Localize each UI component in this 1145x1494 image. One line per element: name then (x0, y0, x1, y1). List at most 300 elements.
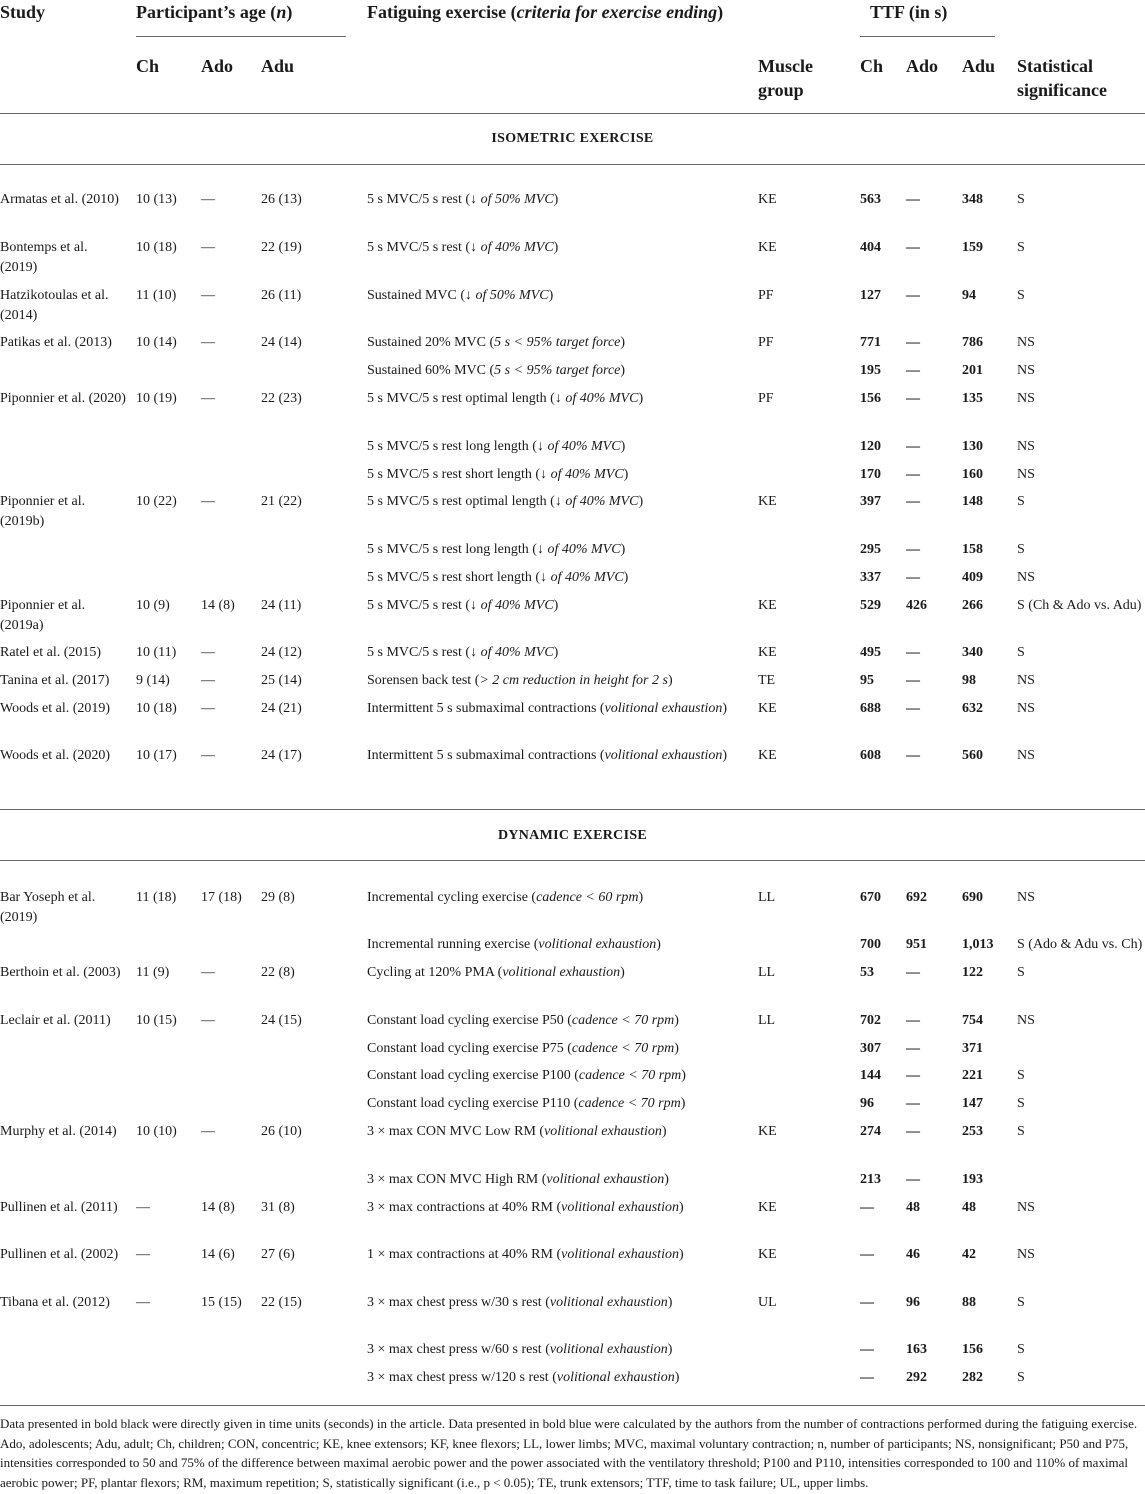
cell-age-ado: — (201, 701, 215, 716)
cell-age-adu: 22 (23) (261, 391, 302, 406)
cell-ttf-ch: 563 (860, 192, 881, 207)
exercise-close: ) (553, 645, 559, 660)
cell-ttf-adu: 221 (962, 1068, 983, 1083)
cell-age-adu: 26 (10) (261, 1124, 302, 1139)
cell-ttf-adu: 98 (962, 673, 976, 688)
cell-ttf-ado: — (906, 1013, 920, 1028)
header-ado: Ado (201, 56, 234, 76)
cell-ttf-ch: 170 (860, 467, 881, 482)
exercise-criteria: ↓ of 40% MVC (536, 542, 621, 557)
cell-study: Armatas et al. (2010) (0, 192, 119, 207)
cell-age-adu: 25 (14) (261, 673, 302, 688)
cell-ttf-ch: 120 (860, 439, 881, 454)
cell-age-ado: — (201, 391, 215, 406)
exercise-criteria: ↓ of 40% MVC (536, 439, 621, 454)
exercise-criteria: ↓ of 40% MVC (470, 645, 554, 660)
exercise-close: ) (620, 542, 626, 557)
cell-exercise (367, 1011, 752, 1031)
cell-significance: NS (1017, 439, 1035, 454)
cell-ttf-ado: 163 (906, 1342, 927, 1357)
cell-significance: S (1017, 192, 1025, 207)
cell-age-ado: — (201, 240, 215, 255)
cell-ttf-adu: 786 (962, 335, 983, 350)
cell-muscle-group: TE (758, 673, 776, 688)
cell-age-ch: 11 (10) (136, 288, 177, 303)
exercise-text: Sustained 20% MVC ( (367, 335, 495, 350)
cell-significance: NS (1017, 890, 1035, 905)
cell-ttf-adu: 340 (962, 645, 983, 660)
exercise-criteria: ↓ of 40% MVC (540, 467, 624, 482)
cell-age-ado: — (201, 965, 215, 980)
cell-ttf-ch: — (860, 1342, 874, 1357)
cell-age-ch: 9 (14) (136, 673, 170, 688)
cell-ttf-ch: 608 (860, 748, 881, 763)
cell-ttf-ado: — (906, 335, 920, 350)
cell-exercise (367, 1340, 752, 1360)
cell-ttf-adu: 253 (962, 1124, 983, 1139)
cell-exercise (367, 1170, 752, 1190)
cell-exercise (367, 699, 752, 719)
cell-ttf-ch: 670 (860, 890, 881, 905)
cell-ttf-ado: 96 (906, 1295, 920, 1310)
cell-significance: S (Ado & Adu vs. Ch) (1017, 937, 1143, 952)
cell-age-adu: 24 (14) (261, 335, 302, 350)
cell-age-ch: — (136, 1200, 150, 1215)
cell-study: Piponnier et al. (2020) (0, 391, 126, 406)
cell-significance: NS (1017, 467, 1035, 482)
cell-age-adu: 21 (22) (261, 494, 302, 509)
cell-exercise (367, 361, 752, 381)
cell-ttf-ch: 495 (860, 645, 881, 660)
cell-significance: NS (1017, 335, 1035, 350)
exercise-criteria: volitional exhaustion (561, 1200, 679, 1215)
cell-muscle-group: PF (758, 391, 774, 406)
header-exercise-criteria: criteria for exercise ending (516, 2, 718, 22)
cell-age-ado: 14 (8) (201, 598, 235, 613)
cell-ttf-ch: 700 (860, 937, 881, 952)
cell-ttf-ch: 529 (860, 598, 881, 613)
header-study: Study (0, 2, 46, 22)
exercise-criteria: ↓ of 50% MVC (470, 192, 554, 207)
cell-exercise (367, 286, 752, 306)
dynamic-section-top-rule (0, 809, 1145, 810)
cell-ttf-adu: 690 (962, 890, 983, 905)
cell-age-ch: 10 (13) (136, 192, 177, 207)
cell-significance: NS (1017, 701, 1035, 716)
cell-age-ch: 10 (9) (136, 598, 170, 613)
cell-ttf-adu: 193 (962, 1172, 983, 1187)
cell-ttf-ado: 292 (906, 1370, 927, 1385)
cell-age-ado: 14 (6) (201, 1247, 235, 1262)
cell-age-adu: 22 (15) (261, 1295, 302, 1310)
cell-age-ado: 17 (18) (201, 890, 242, 905)
exercise-close: ) (638, 391, 644, 406)
cell-ttf-ch: 307 (860, 1041, 881, 1056)
exercise-criteria: ↓ of 40% MVC (554, 391, 639, 406)
cell-ttf-ado: — (906, 240, 920, 255)
exercise-text: 3 × max CON MVC High RM ( (367, 1172, 547, 1187)
exercise-text: Incremental cycling exercise ( (367, 890, 537, 905)
cell-age-ado: — (201, 335, 215, 350)
cell-significance: NS (1017, 673, 1035, 688)
exercise-close: ) (667, 1342, 673, 1357)
cell-age-adu: 26 (11) (261, 288, 302, 303)
cell-exercise (367, 963, 752, 983)
cell-exercise (367, 1368, 752, 1388)
section-dynamic: DYNAMIC EXERCISE (497, 828, 648, 843)
cell-significance: NS (1017, 570, 1035, 585)
cell-ttf-ado: — (906, 467, 920, 482)
cell-ttf-ado: — (906, 363, 920, 378)
cell-age-adu: 22 (8) (261, 965, 295, 980)
cell-ttf-ch: 156 (860, 391, 881, 406)
exercise-criteria: volitional exhaustion (561, 1247, 679, 1262)
cell-significance: S (1017, 1370, 1025, 1385)
cell-ttf-ado: — (906, 645, 920, 660)
cell-ttf-ado: — (906, 965, 920, 980)
cell-ttf-adu: 147 (962, 1096, 983, 1111)
exercise-criteria: 5 s < 95% target force (494, 363, 621, 378)
cell-ttf-adu: 130 (962, 439, 983, 454)
cell-ttf-ch: 213 (860, 1172, 881, 1187)
cell-ttf-adu: 348 (962, 192, 983, 207)
exercise-text: 5 s MVC/5 s rest long length ( (367, 542, 537, 557)
cell-ttf-ado: — (906, 1096, 920, 1111)
exercise-text: 5 s MVC/5 s rest short length ( (367, 467, 541, 482)
exercise-close: ) (664, 1172, 669, 1187)
cell-age-ch: 10 (15) (136, 1013, 177, 1028)
cell-muscle-group: KE (758, 240, 777, 255)
cell-age-ado: — (201, 673, 215, 688)
cell-ttf-ado: 48 (906, 1200, 920, 1215)
cell-age-ch: 10 (18) (136, 701, 177, 716)
section-isometric: ISOMETRIC EXERCISE (491, 131, 654, 146)
cell-muscle-group: KE (758, 598, 777, 613)
exercise-close: ) (623, 570, 629, 585)
exercise-criteria: cadence < 70 rpm (571, 1013, 675, 1028)
exercise-text: Intermittent 5 s submaximal contractions ( (367, 701, 605, 716)
exercise-close: ) (667, 1295, 673, 1310)
cell-significance: NS (1017, 1013, 1035, 1028)
cell-age-ch: 10 (17) (136, 748, 177, 763)
cell-study: Bar Yoseph et al. (2019) (0, 890, 96, 925)
cell-age-ch: 10 (14) (136, 335, 177, 350)
header-ch: Ch (136, 56, 160, 76)
cell-ttf-ado: — (906, 748, 920, 763)
cell-ttf-ado: — (906, 192, 920, 207)
exercise-text: Constant load cycling exercise P75 ( (367, 1041, 572, 1056)
cell-muscle-group: KE (758, 748, 777, 763)
cell-muscle-group: LL (758, 965, 776, 980)
exercise-criteria: volitional exhaustion (549, 1295, 668, 1310)
cell-age-ado: — (201, 494, 215, 509)
cell-ttf-ado: — (906, 288, 920, 303)
cell-ttf-ado: 692 (906, 890, 927, 905)
cell-ttf-ado: — (906, 673, 920, 688)
cell-study: Bontemps et al. (2019) (0, 240, 88, 275)
cell-muscle-group: PF (758, 288, 774, 303)
cell-age-adu: 24 (15) (261, 1013, 302, 1028)
exercise-criteria: cadence < 60 rpm (536, 890, 639, 905)
cell-age-ch: 11 (9) (136, 965, 170, 980)
cell-muscle-group: KE (758, 192, 777, 207)
cell-ttf-adu: 632 (962, 701, 983, 716)
cell-age-ch: 11 (18) (136, 890, 177, 905)
cell-ttf-adu: 158 (962, 542, 983, 557)
cell-ttf-adu: 122 (962, 965, 983, 980)
cell-study: Pullinen et al. (2011) (0, 1200, 118, 1215)
cell-significance: NS (1017, 1247, 1035, 1262)
cell-muscle-group: LL (758, 890, 776, 905)
header-age-text: Participant’s age ( (136, 2, 277, 22)
exercise-text: Sorensen back test ( (367, 673, 480, 688)
cell-exercise (367, 935, 752, 955)
cell-ttf-adu: 160 (962, 467, 983, 482)
cell-ttf-ch: — (860, 1247, 874, 1262)
exercise-close: ) (623, 467, 629, 482)
cell-ttf-ch: 702 (860, 1013, 881, 1028)
cell-ttf-ch: — (860, 1200, 874, 1215)
exercise-criteria: ↓ of 40% MVC (540, 570, 624, 585)
cell-ttf-ado: — (906, 1124, 920, 1139)
cell-ttf-ch: 127 (860, 288, 881, 303)
cell-ttf-ado: — (906, 494, 920, 509)
exercise-text: 5 s MVC/5 s rest ( (367, 598, 471, 613)
header-ttf-ado: Ado (906, 56, 939, 76)
cell-ttf-ch: 688 (860, 701, 881, 716)
exercise-close: ) (553, 240, 559, 255)
exercise-close: ) (678, 1247, 684, 1262)
header-age-underline (136, 36, 346, 37)
cell-exercise (367, 465, 752, 485)
cell-exercise (367, 596, 752, 616)
exercise-text: Cycling at 120% PMA ( (367, 965, 503, 980)
cell-age-ado: — (201, 645, 215, 660)
exercise-text: 3 × max CON MVC Low RM ( (367, 1124, 545, 1139)
cell-ttf-adu: 409 (962, 570, 983, 585)
cell-significance: S (1017, 542, 1025, 557)
exercise-text: 5 s MVC/5 s rest ( (367, 645, 471, 660)
cell-significance: S (1017, 240, 1025, 255)
cell-exercise (367, 1039, 752, 1059)
exercise-criteria: ↓ of 40% MVC (470, 240, 554, 255)
cell-ttf-ch: 295 (860, 542, 881, 557)
header-adu: Adu (261, 56, 295, 76)
cell-significance: S (Ch & Ado vs. Adu) (1017, 598, 1142, 613)
cell-age-adu: 22 (19) (261, 240, 302, 255)
exercise-text: Incremental running exercise ( (367, 937, 539, 952)
cell-ttf-adu: 88 (962, 1295, 976, 1310)
table-bottom-rule (0, 1405, 1145, 1406)
header-age-n: n (276, 2, 287, 22)
cell-ttf-ch: 771 (860, 335, 881, 350)
cell-ttf-ado: — (906, 1172, 920, 1187)
exercise-text: 5 s MVC/5 s rest ( (367, 240, 471, 255)
cell-ttf-ch: 53 (860, 965, 874, 980)
cell-exercise (367, 746, 752, 766)
cell-exercise (367, 540, 752, 560)
cell-significance: NS (1017, 1200, 1035, 1215)
exercise-criteria: volitional exhaustion (556, 1370, 675, 1385)
exercise-criteria: volitional exhaustion (546, 1172, 665, 1187)
cell-study: Ratel et al. (2015) (0, 645, 102, 660)
exercise-text: Constant load cycling exercise P110 ( (367, 1096, 579, 1111)
cell-exercise (367, 437, 752, 457)
cell-study: Piponnier et al. (2019a) (0, 598, 86, 633)
cell-age-ado: — (201, 1124, 215, 1139)
header-ttf-underline (860, 36, 995, 37)
cell-ttf-ch: 274 (860, 1124, 881, 1139)
cell-age-ch: 10 (11) (136, 645, 177, 660)
exercise-criteria: > 2 cm reduction in height for 2 s (479, 673, 668, 688)
exercise-criteria: 5 s < 95% target force (494, 335, 621, 350)
cell-age-adu: 24 (17) (261, 748, 302, 763)
cell-exercise (367, 238, 752, 258)
cell-muscle-group: PF (758, 335, 774, 350)
header-ttf: TTF (in s) (870, 2, 948, 22)
exercise-close: ) (674, 1370, 680, 1385)
exercise-close: ) (680, 1096, 686, 1111)
cell-exercise (367, 568, 752, 588)
cell-significance: S (1017, 1342, 1025, 1357)
cell-ttf-ch: 404 (860, 240, 881, 255)
exercise-close: ) (620, 335, 626, 350)
cell-ttf-ch: 397 (860, 494, 881, 509)
cell-age-ch: — (136, 1247, 150, 1262)
cell-ttf-ado: — (906, 1068, 920, 1083)
exercise-text: 3 × max chest press w/60 s rest ( (367, 1342, 550, 1357)
cell-muscle-group: KE (758, 1247, 777, 1262)
exercise-close: ) (681, 1068, 686, 1083)
cell-age-ado: 14 (8) (201, 1200, 235, 1215)
cell-significance: NS (1017, 748, 1035, 763)
cell-ttf-ch: 95 (860, 673, 874, 688)
header-ttf-adu: Adu (962, 56, 996, 76)
dynamic-section-rule (0, 860, 1145, 861)
cell-study: Piponnier et al. (2019b) (0, 494, 86, 529)
cell-muscle-group: LL (758, 1013, 776, 1028)
cell-exercise (367, 671, 752, 691)
exercise-criteria: cadence < 70 rpm (578, 1068, 682, 1083)
cell-ttf-ch: 195 (860, 363, 881, 378)
cell-ttf-ado: — (906, 701, 920, 716)
cell-ttf-ch: 96 (860, 1096, 874, 1111)
isometric-section-rule (0, 164, 1145, 165)
header-fatiguing-exercise (367, 0, 727, 24)
cell-ttf-adu: 1,013 (962, 937, 994, 952)
cell-ttf-ado: — (906, 542, 920, 557)
cell-ttf-ch: 337 (860, 570, 881, 585)
cell-study: Patikas et al. (2013) (0, 335, 112, 350)
cell-ttf-adu: 48 (962, 1200, 976, 1215)
cell-study: Tanina et al. (2017) (0, 673, 110, 688)
cell-study: Tibana et al. (2012) (0, 1295, 110, 1310)
cell-study: Woods et al. (2020) (0, 748, 111, 763)
exercise-criteria: ↓ of 50% MVC (465, 288, 549, 303)
cell-exercise (367, 1198, 752, 1218)
exercise-close: ) (674, 1041, 679, 1056)
exercise-close: ) (553, 598, 559, 613)
exercise-close: ) (656, 937, 661, 952)
cell-study: Murphy et al. (2014) (0, 1124, 117, 1139)
cell-age-ch: — (136, 1295, 150, 1310)
cell-age-adu: 27 (6) (261, 1247, 295, 1262)
exercise-text: Constant load cycling exercise P50 ( (367, 1013, 572, 1028)
cell-ttf-ado: — (906, 391, 920, 406)
exercise-criteria: volitional exhaustion (502, 965, 621, 980)
cell-ttf-adu: 560 (962, 748, 983, 763)
cell-muscle-group: KE (758, 1124, 777, 1139)
cell-ttf-ch: — (860, 1370, 874, 1385)
exercise-criteria: ↓ of 40% MVC (554, 494, 639, 509)
cell-significance: S (1017, 645, 1025, 660)
cell-study: Berthoin et al. (2003) (0, 965, 121, 980)
cell-exercise (367, 1293, 752, 1313)
exercise-close: ) (661, 1124, 667, 1139)
exercise-text: 3 × max chest press w/30 s rest ( (367, 1295, 550, 1310)
exercise-text: Sustained 60% MVC ( (367, 363, 495, 378)
cell-exercise (367, 492, 752, 512)
cell-exercise (367, 190, 752, 210)
cell-age-ch: 10 (22) (136, 494, 177, 509)
cell-significance: S (1017, 288, 1025, 303)
cell-significance: S (1017, 1124, 1025, 1139)
cell-ttf-adu: 148 (962, 494, 983, 509)
cell-exercise (367, 643, 752, 663)
cell-exercise (367, 1245, 752, 1265)
exercise-text: 1 × max contractions at 40% RM ( (367, 1247, 562, 1262)
exercise-text: 5 s MVC/5 s rest optimal length ( (367, 494, 555, 509)
cell-muscle-group: KE (758, 1200, 777, 1215)
cell-muscle-group: KE (758, 645, 777, 660)
header-exercise-close: ) (717, 2, 724, 22)
cell-ttf-ch: — (860, 1295, 874, 1310)
exercise-close: ) (674, 1013, 679, 1028)
exercise-close: ) (638, 494, 644, 509)
cell-ttf-adu: 42 (962, 1247, 976, 1262)
cell-age-ch: 10 (10) (136, 1124, 177, 1139)
header-statistical-significance: Statistical significance (1017, 56, 1107, 100)
cell-ttf-adu: 754 (962, 1013, 983, 1028)
exercise-close: ) (548, 288, 554, 303)
cell-study: Pullinen et al. (2002) (0, 1247, 119, 1262)
cell-ttf-adu: 156 (962, 1342, 983, 1357)
cell-age-adu: 31 (8) (261, 1200, 295, 1215)
exercise-criteria: cadence < 70 rpm (571, 1041, 675, 1056)
cell-muscle-group: UL (758, 1295, 777, 1310)
cell-age-ado: 15 (15) (201, 1295, 242, 1310)
cell-exercise (367, 333, 752, 353)
header-age-close: ) (286, 2, 293, 22)
header-muscle-group: Muscle group (758, 56, 813, 100)
cell-age-ch: 10 (18) (136, 240, 177, 255)
cell-muscle-group: KE (758, 701, 777, 716)
exercise-close: ) (620, 439, 626, 454)
header-bottom-rule (0, 113, 1145, 114)
cell-significance: S (1017, 965, 1025, 980)
cell-age-adu: 24 (21) (261, 701, 302, 716)
cell-ttf-adu: 94 (962, 288, 976, 303)
cell-age-ch: 10 (19) (136, 391, 177, 406)
cell-exercise (367, 1122, 752, 1142)
cell-muscle-group: KE (758, 494, 777, 509)
cell-ttf-ado: — (906, 1041, 920, 1056)
cell-study: Hatzikotoulas et al. (2014) (0, 288, 109, 323)
cell-ttf-adu: 371 (962, 1041, 983, 1056)
cell-significance: S (1017, 1068, 1025, 1083)
cell-ttf-ado: — (906, 439, 920, 454)
exercise-text: 5 s MVC/5 s rest optimal length ( (367, 391, 555, 406)
